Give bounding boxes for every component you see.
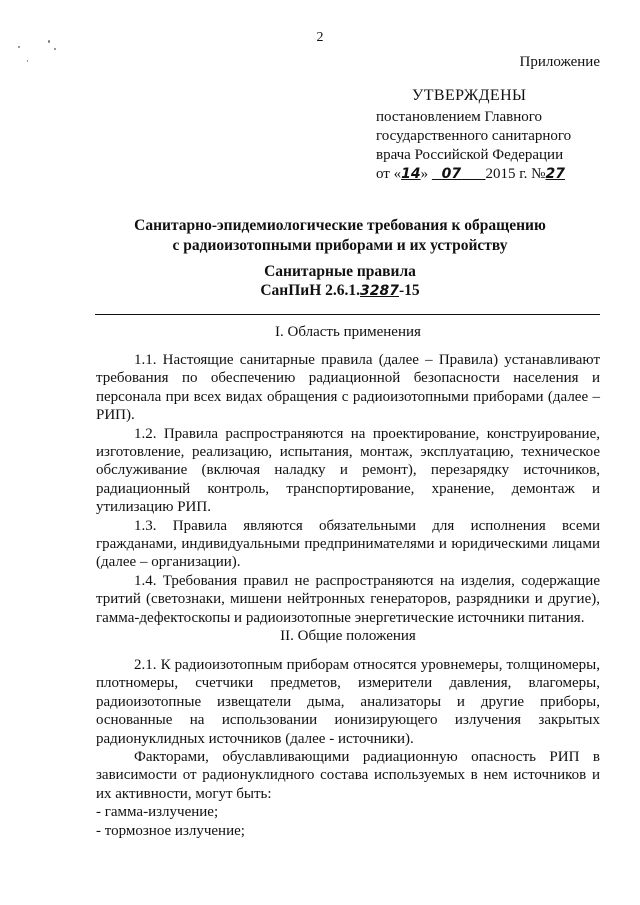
approval-line: врача Российской Федерации	[376, 147, 564, 163]
scan-speck	[27, 60, 28, 62]
paragraph-2-2: Факторами, обуславливающими радиационную опасность РИП в зависимости от радионуклидного состава используемых в нем источников и их активности, могут быть:	[96, 749, 600, 802]
page-number: 2	[316, 30, 324, 45]
approval-month: 07	[441, 166, 462, 182]
section-2	[96, 627, 600, 645]
title-line: с радиоизотопными приборами и их устройству	[172, 237, 508, 254]
date-mid: »	[420, 166, 429, 182]
title-line: Санитарно-эпидемиологические требования к обращению	[134, 217, 546, 234]
paragraph-1-4: 1.4. Требования правил не распространяются на изделия, содержащие тритий (светознаки, мишени нейтронных генераторов, разрядники и другие), гамма-дефектоскопы и радиоизотопные энергетические источники питания.	[96, 572, 600, 626]
paragraph-2-1: 2.1. К радиоизотопным приборам относятся уровнемеры, толщиномеры, плотномеры, счетчики предметов, измерители давления, влагомеры, радиоизотопные извещатели дыма, анализаторы и другие приборы, основанные на использовании ионизирующего излучения закрытых радионуклидных источников (далее - источники).	[96, 657, 600, 747]
section-1-body	[96, 351, 600, 627]
approval-day: 14	[401, 166, 421, 182]
rules-label: Санитарные правила	[264, 263, 416, 280]
approval-line: постановлением Главного	[376, 109, 543, 125]
rules-heading	[80, 262, 600, 301]
section-2-title: II. Общие положения	[280, 628, 416, 644]
paragraph-1-2: 1.2. Правила распространяются на проектирование, конструирование, изготовление, реализацию, испытания, монтаж, эксплуатацию, техническое обслуживание (включая наладку и ремонт), перезарядку источников, радиационный контроль, транспортирование, хранение, демонтаж и утилизацию РИП.	[96, 425, 600, 516]
approval-heading: УТВЕРЖДЕНЫ	[412, 87, 527, 104]
section-1	[96, 323, 600, 341]
scan-speck	[54, 48, 56, 50]
scan-speck	[18, 46, 20, 48]
paragraph-1-3: 1.3. Правила являются обязательными для исполнения всеми гражданами, индивидуальными предпринимателями и юридическими лицами (далее – организации).	[96, 517, 600, 571]
section-1-title: I. Область применения	[275, 324, 421, 340]
approval-year: 2015 г. №	[485, 166, 546, 182]
paragraph-1-1: 1.1. Настоящие санитарные правила (далее – Правила) устанавливают требования по обеспечению радиационной безопасности населения и персонала при всех видах обращения с радиоизотопными приборами (далее – РИП).	[96, 352, 600, 424]
divider	[95, 314, 600, 315]
appendix-label: Приложение	[519, 54, 600, 70]
sanpin-code: СанПиН 2.6.1.3287-15	[260, 282, 420, 299]
approval-line: государственного санитарного	[376, 128, 572, 144]
date-prefix: от «	[376, 166, 402, 182]
approval-block	[376, 86, 616, 184]
sanpin-number: 3287	[360, 283, 399, 299]
list-item: - тормозное излучение;	[96, 822, 245, 839]
document-title	[80, 216, 600, 256]
approval-number: 27	[545, 166, 565, 182]
approval-date-line	[376, 165, 616, 184]
list-item: - гамма-излучение;	[96, 804, 219, 821]
section-2-body	[96, 656, 600, 840]
